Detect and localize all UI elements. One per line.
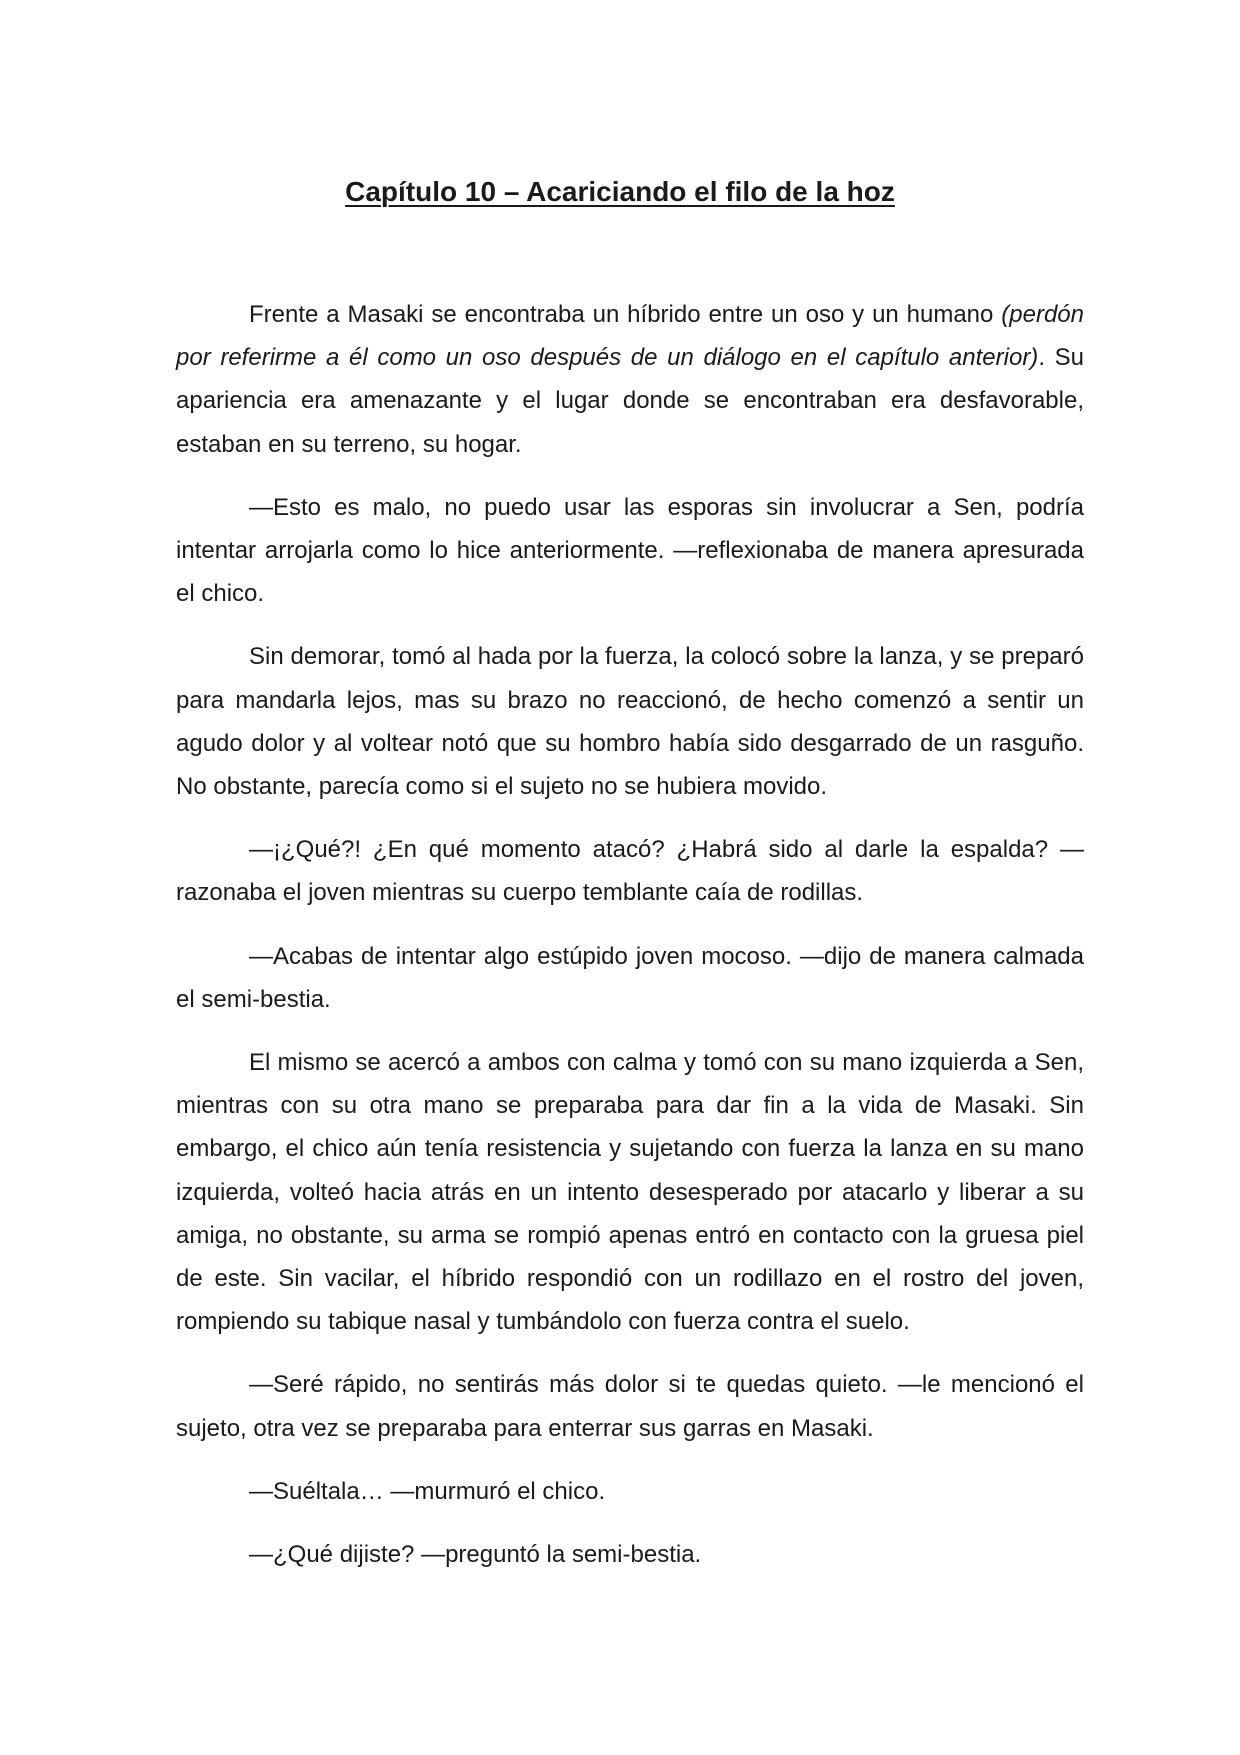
paragraph	[176, 1363, 1084, 1449]
paragraph-text: —¿Qué dijiste? —preguntó la semi-bestia.	[249, 1541, 702, 1569]
paragraph-text: Sin demorar, tomó al hada por la fuerza, la colocó sobre la lanza, y se preparó para mandarla lejos, mas su brazo no reaccionó, de hecho comenzó a sentir un agudo dolor y al voltear notó que su hombro había sido desgarrado de un rasguño. No obstante, parecía como si el sujeto no se hubiera movido.	[176, 643, 1084, 801]
paragraph	[176, 1470, 1084, 1513]
paragraph-text: —¡¿Qué?! ¿En qué momento atacó? ¿Habrá sido al darle la espalda? —razonaba el joven mientras su cuerpo temblante caía de rodillas.	[176, 836, 1084, 907]
chapter-title: Capítulo 10 – Acariciando el filo de la hoz	[345, 176, 895, 207]
paragraph	[176, 1533, 1084, 1576]
paragraph-text: —Seré rápido, no sentirás más dolor si te quedas quieto. —le mencionó el sujeto, otra vez se preparaba para enterrar sus garras en Masaki.	[176, 1371, 1084, 1442]
paragraph	[176, 635, 1084, 808]
paragraph-text: El mismo se acercó a ambos con calma y tomó con su mano izquierda a Sen, mientras con su otra mano se preparaba para dar fin a la vida de Masaki. Sin embargo, el chico aún tenía resistencia y sujetando con fuerza la lanza en su mano izquierda, volteó hacia atrás en un intento desesperado por atacarlo y liberar a su amiga, no obstante, su arma se rompió apenas entró en contacto con la gruesa piel de este. Sin vacilar, el híbrido respondió con un rodillazo en el rostro del joven, rompiendo su tabique nasal y tumbándolo con fuerza contra el suelo.	[176, 1049, 1084, 1336]
paragraph-text: —Suéltala… —murmuró el chico.	[249, 1477, 606, 1505]
paragraph-text: —Acabas de intentar algo estúpido joven mocoso. —dijo de manera calmada el semi-bestia.	[176, 942, 1084, 1013]
chapter-body	[176, 293, 1084, 1596]
paragraph-text: . Su apariencia era amenazante y el lugar donde se encontraban era desfavorable, estaban en su terreno, su hogar.	[176, 344, 1084, 458]
paragraph	[176, 935, 1084, 1021]
italic-text: (perdón por referirme a él como un oso después de un diálogo en el capítulo anterior)	[176, 301, 1084, 372]
paragraph	[176, 828, 1084, 914]
paragraph	[176, 486, 1084, 616]
paragraph-text: Frente a Masaki se encontraba un híbrido entre un oso y un humano	[249, 301, 1002, 328]
paragraph-text: —Esto es malo, no puedo usar las esporas sin involucrar a Sen, podría intentar arrojarla como lo hice anteriormente. —reflexionaba de manera apresurada el chico.	[176, 493, 1084, 608]
paragraph	[176, 293, 1084, 466]
paragraph	[176, 1041, 1084, 1343]
